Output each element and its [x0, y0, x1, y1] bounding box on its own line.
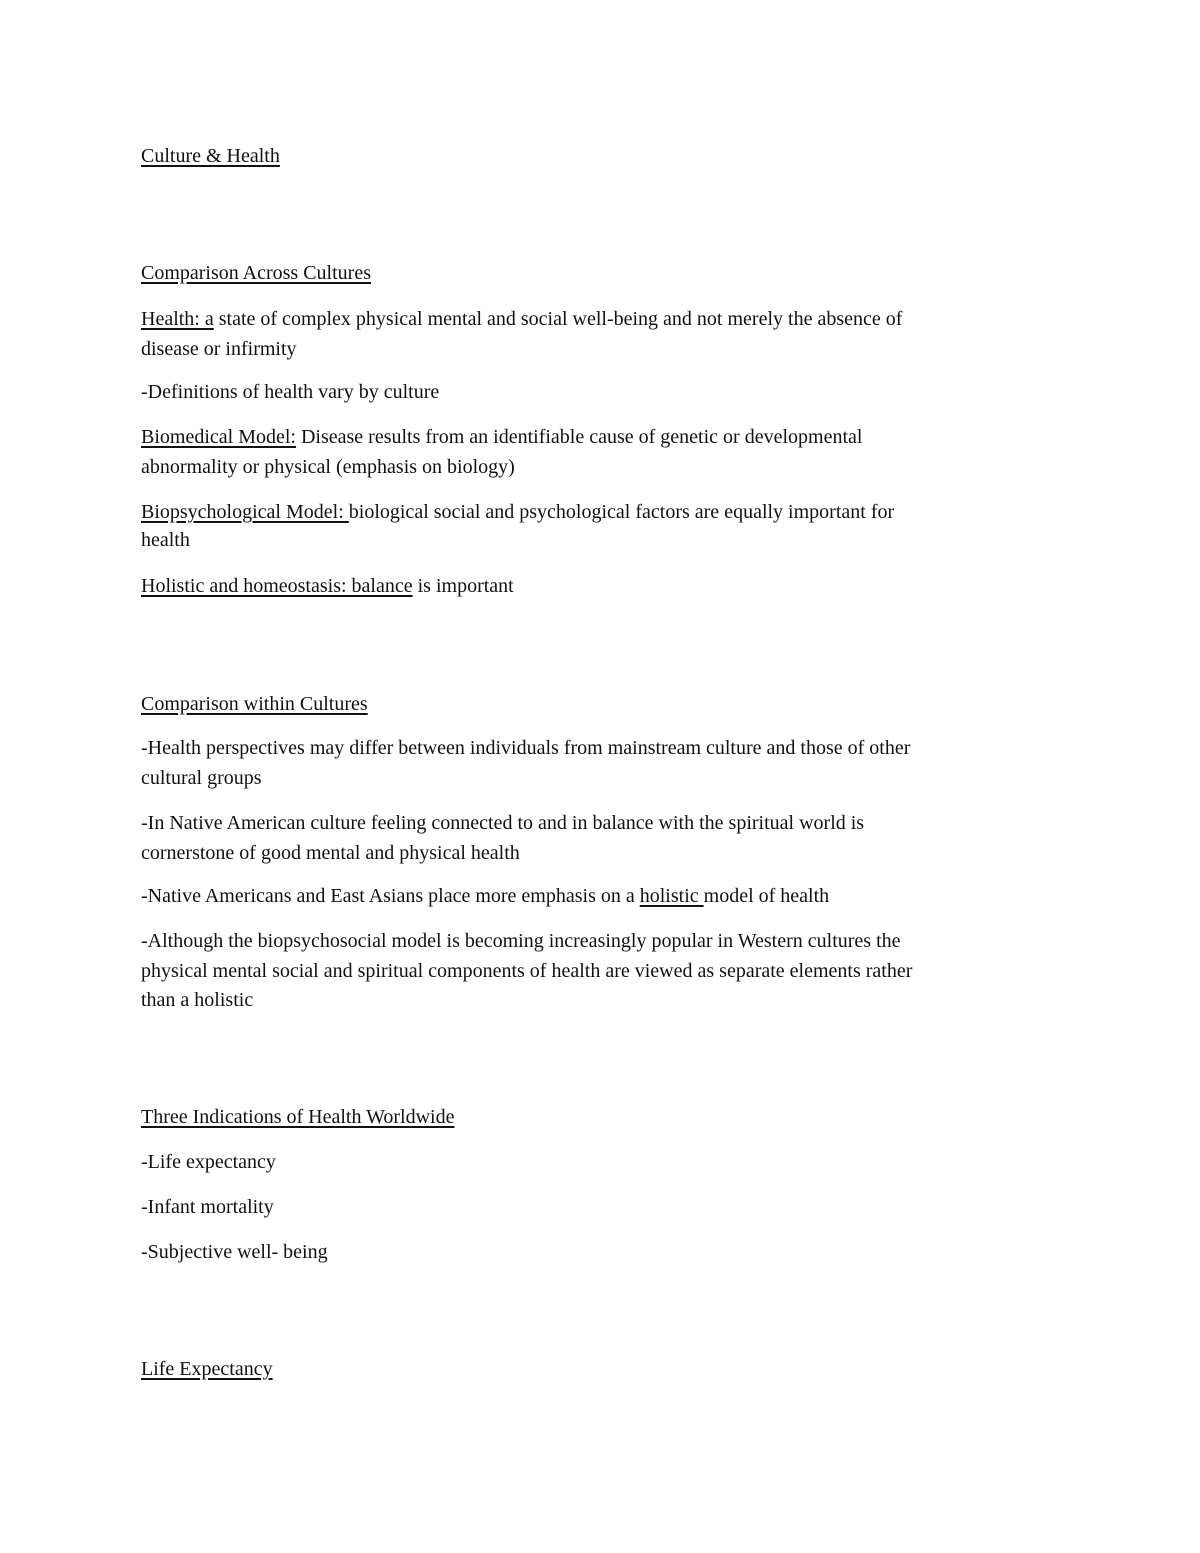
indication-item: -Life expectancy: [141, 1151, 276, 1173]
within-item-1-line-2: cultural groups: [141, 767, 262, 789]
biopsychological-term: Biopsychological Model:: [141, 501, 349, 523]
within-item-4-line-1: -Although the biopsychosocial model is becoming increasingly popular in Western cultures the: [141, 930, 901, 952]
holistic-term: Holistic and homeostasis: balance: [141, 575, 413, 597]
health-definition-text: state of complex physical mental and social well-being and not merely the absence of: [213, 308, 903, 330]
section-heading-within-cultures: Comparison within Cultures: [141, 693, 368, 715]
indication-item: -Infant mortality: [141, 1196, 274, 1218]
health-definition-line-2: disease or infirmity: [141, 338, 297, 360]
biopsychological-definition-text: biological social and psychological factors are equally important for: [348, 501, 895, 523]
holistic-inline-term: holistic: [639, 885, 704, 907]
health-term: Health: a: [141, 308, 214, 330]
section-heading-three-indications: Three Indications of Health Worldwide: [141, 1106, 455, 1128]
within-item-3-pre: -Native Americans and East Asians place more emphasis on a: [141, 885, 640, 907]
biomedical-line-2: abnormality or physical (emphasis on biology): [141, 456, 515, 478]
within-item-1-line-1: -Health perspectives may differ between individuals from mainstream culture and those of other: [141, 737, 911, 759]
biopsychological-line-1: [141, 497, 1061, 527]
biomedical-definition-text: Disease results from an identifiable cause of genetic or developmental: [295, 426, 863, 448]
biopsychological-line-2: health: [141, 529, 190, 551]
within-item-4-line-3: than a holistic: [141, 989, 254, 1011]
section-heading-life-expectancy: Life Expectancy: [141, 1358, 273, 1380]
within-item-4-line-2: physical mental social and spiritual components of health are viewed as separate elements rather: [141, 960, 913, 982]
within-item-3: [141, 881, 1061, 911]
definitions-vary-line: -Definitions of health vary by culture: [141, 381, 440, 403]
biomedical-term: Biomedical Model:: [141, 426, 296, 448]
within-item-2-line-2: cornerstone of good mental and physical health: [141, 842, 520, 864]
within-item-3-post: model of health: [703, 885, 830, 907]
section-heading-across-cultures: Comparison Across Cultures: [141, 262, 371, 284]
within-item-2-line-1: -In Native American culture feeling connected to and in balance with the spiritual world is: [141, 812, 865, 834]
health-definition-line-1: [141, 304, 1061, 334]
holistic-definition-text: is important: [412, 575, 514, 597]
biomedical-line-1: [141, 422, 1061, 452]
document-title: Culture & Health: [141, 145, 280, 167]
holistic-line: [141, 571, 1061, 601]
indication-item: -Subjective well- being: [141, 1241, 328, 1263]
